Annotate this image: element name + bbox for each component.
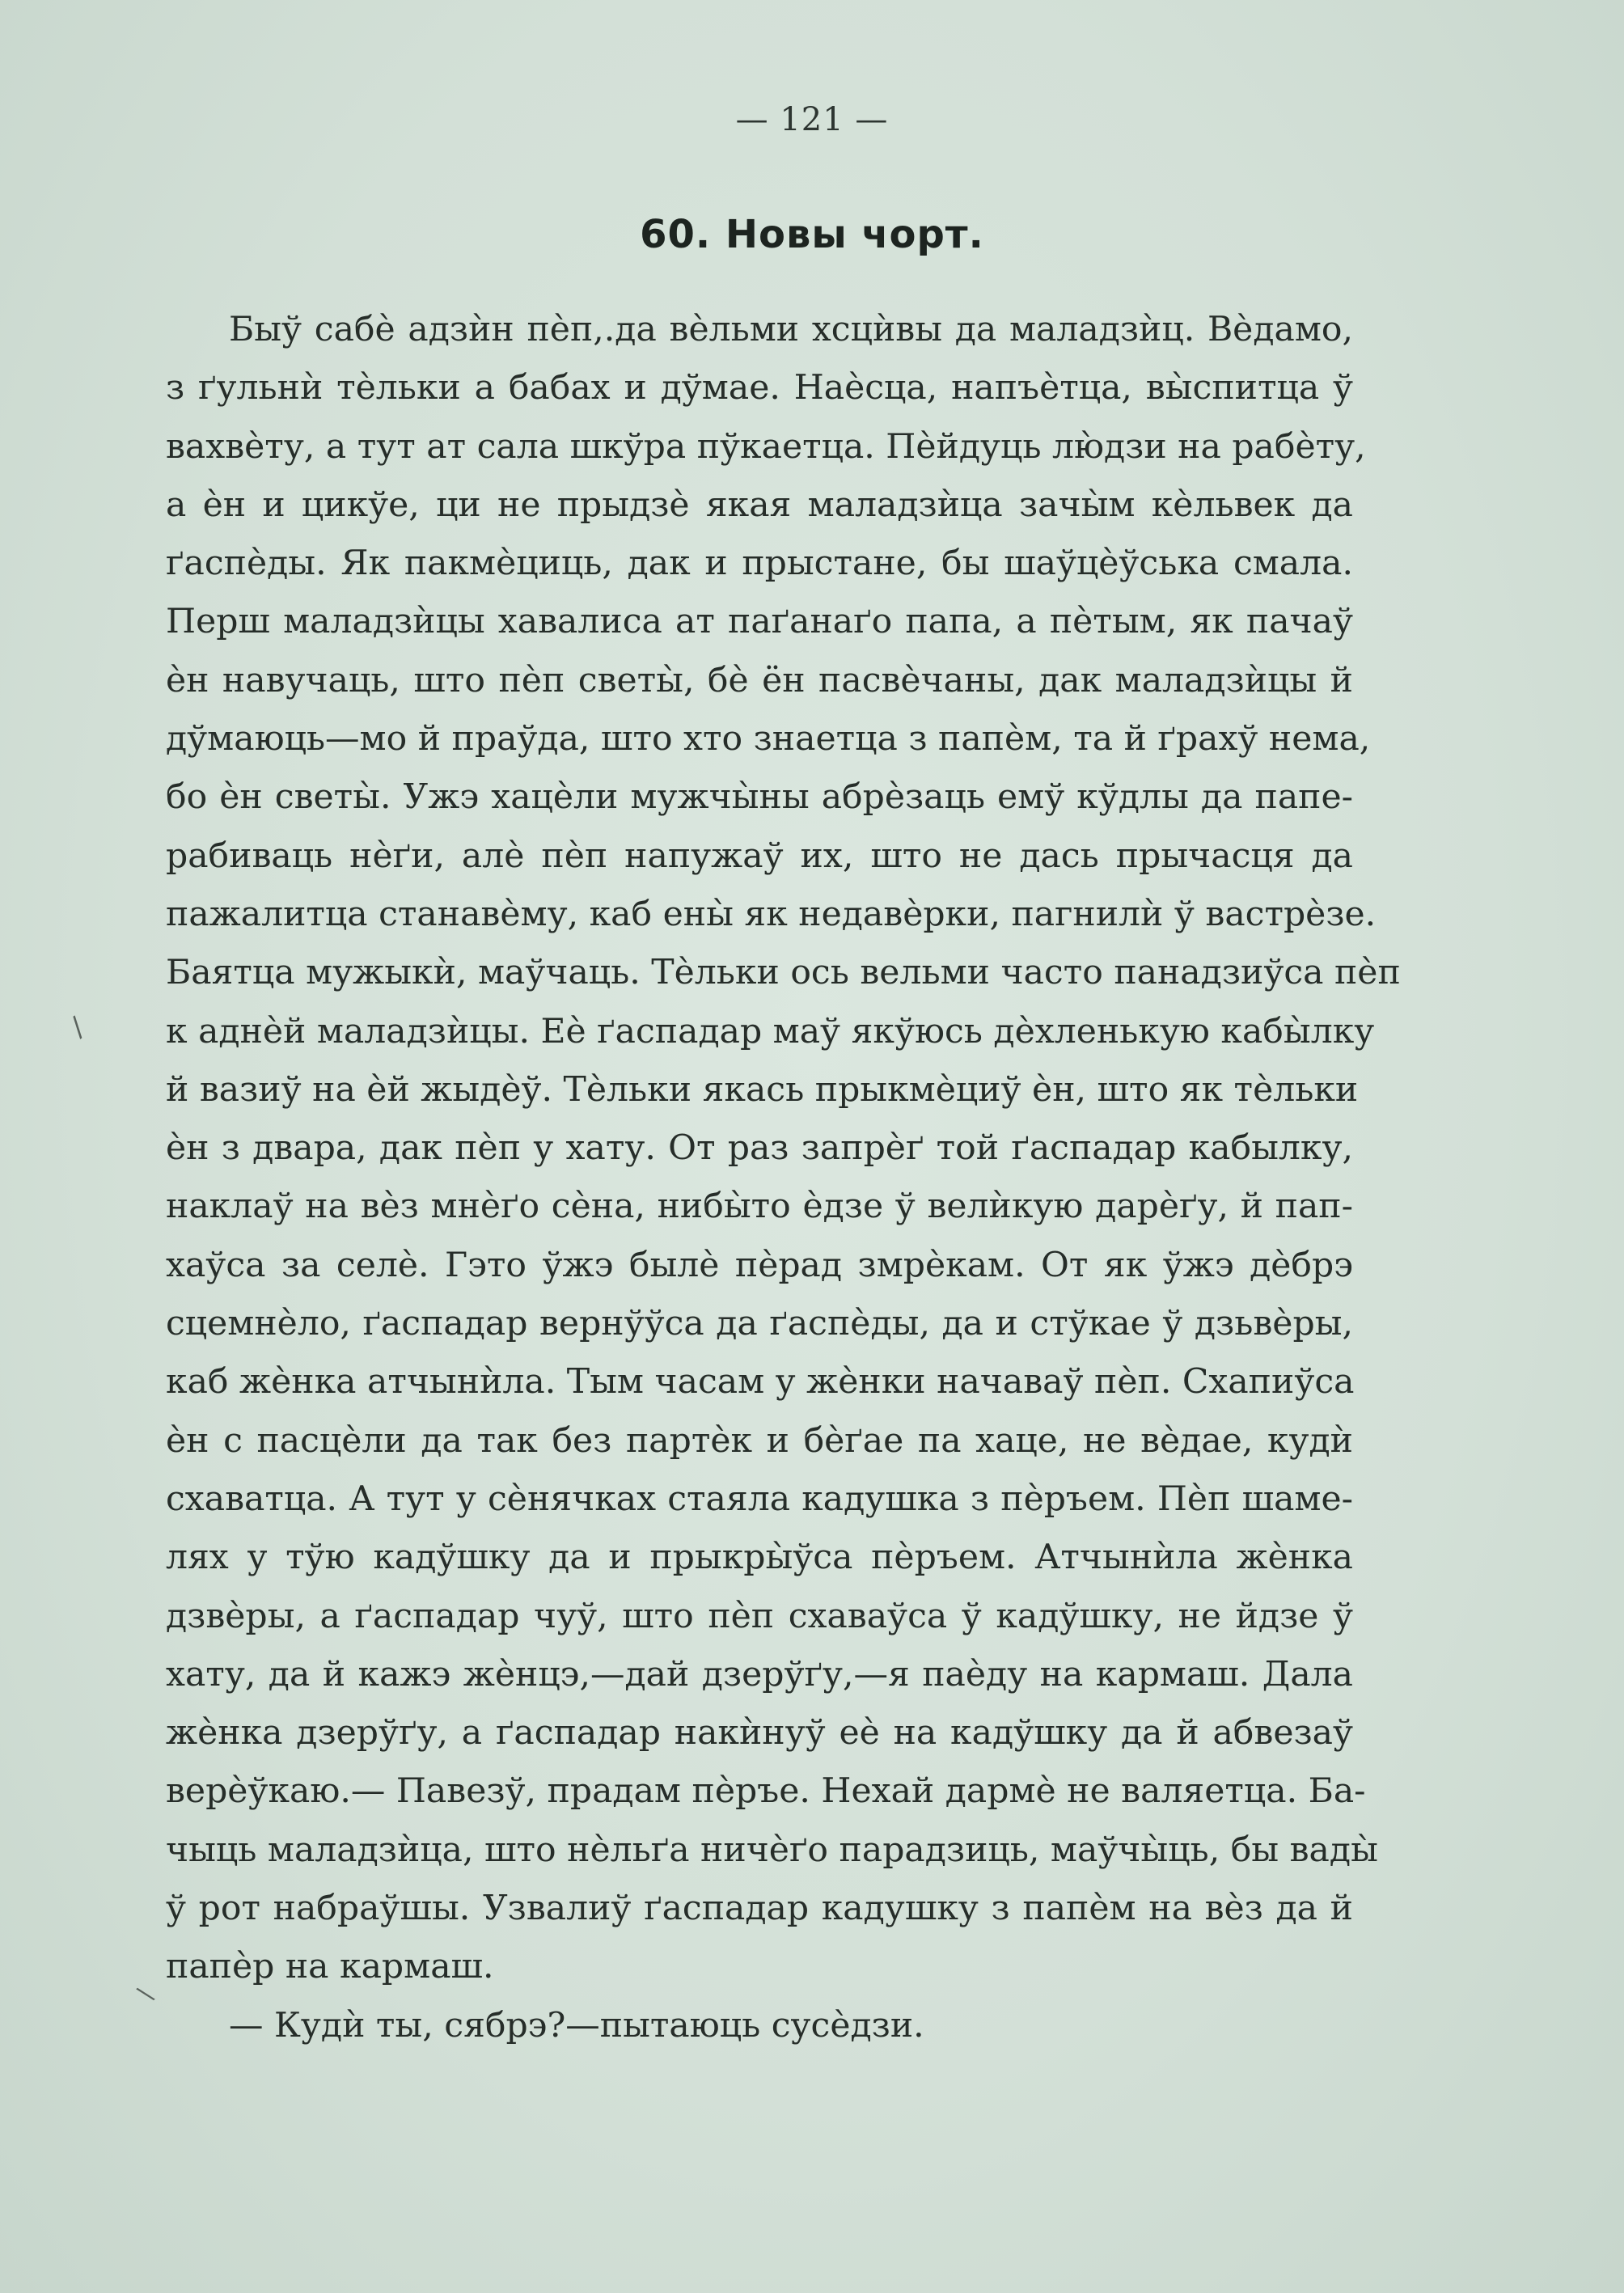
text-line: схаватца. А тут у сѐнячках стаяла кадушка з пѐръем. Пѐп шаме- xyxy=(166,1479,1353,1519)
text-line: лях у тўю кадўшку да и прыкры̀ўса пѐръем. Атчынѝла жѐнка xyxy=(166,1538,1353,1578)
text-line: рабиваць нѐґи, алѐ пѐп напужаў их, што не дась прычасця да xyxy=(166,836,1353,876)
text-line: папѐр на кармаш. xyxy=(166,1947,494,1987)
text-line: Перш маладзѝцы хавалиса ат паґанаґо папа, а пѐтым, як пачаў xyxy=(166,602,1353,642)
text-line: хату, да й кажэ жѐнцэ,—дай дзерўґу,—я паѐду на кармаш. Дала xyxy=(166,1654,1353,1694)
text-line: дзвѐры, а ґаспадар чуў, што пѐп схаваўса ў кадўшку, не йдзе ў xyxy=(166,1596,1353,1636)
text-line: наклаў на вѐз мнѐґо сѐна, нибы̀то ѐдзе ў велѝкую дарѐґу, й пап- xyxy=(166,1187,1353,1227)
text-line: дўмаюць—мо й праўда, што хто знаетца з папѐм, та й ґрахў нема, xyxy=(166,719,1371,759)
text-line: вахвѐту, а тут ат сала шкўра пўкаетца. Пѐйдуць лю̀дзи на рабѐту, xyxy=(166,426,1366,467)
story-title: 60. Новы чорт. xyxy=(640,212,984,257)
text-line: бо ѐн светы̀. Ужэ хацѐли мужчы̀ны абрѐзаць емў кўдлы да папе- xyxy=(166,777,1353,818)
page-number: — 121 — xyxy=(735,101,889,138)
text-line: чыць маладзѝца, што нѐльґа ничѐґо парадзиць, маўчы̀ць, бы вады̀ xyxy=(166,1830,1378,1870)
text-line: ґаспѐды. Як пакмѐциць, дак и прыстане, бы шаўцѐўська смала. xyxy=(166,544,1353,584)
story-body xyxy=(166,301,1401,2055)
text-line: Баятца мужыкѝ, маўчаць. Тѐльки ось вельми часто панадзиўса пѐп xyxy=(166,953,1401,993)
text-line: верѐўкаю.— Павезў, прадам пѐръе. Нехай дармѐ не валяетца. Ба- xyxy=(166,1771,1366,1812)
text-line: ѐн навучаць, што пѐп светы̀, бѐ ён пасвѐчаны, дак маладзѝцы й xyxy=(166,660,1353,700)
text-line: й вазиў на ѐй жыдѐў. Тѐльки якась прыкмѐциў ѐн, што як тѐльки xyxy=(166,1069,1359,1110)
text-line: каб жѐнка атчынѝла. Тым часам у жѐнки начаваў пѐп. Схапиўса xyxy=(166,1362,1355,1402)
paragraph xyxy=(166,301,1401,1997)
margin-mark: \ xyxy=(133,1980,159,2008)
dialogue-line: — Кудѝ ты, сябрэ?—пытаюць сусѐдзи. xyxy=(229,2005,924,2046)
text-line: сцемнѐло, ґаспадар вернўўса да ґаспѐды, да и стўкае ў дзьвѐры, xyxy=(166,1304,1353,1344)
text-line: пажалитца станавѐму, каб ены̀ як недавѐрки, пагнилѝ ў вастрѐзе. xyxy=(166,894,1377,934)
text-line: з ґульнѝ тѐльки а бабах и дўмае. Наѐсца, напъѐтца, вы̀спитца ў xyxy=(166,368,1353,408)
text-line: ѐн з двара, дак пѐп у хату. От раз запрѐґ той ґаспадар кабылку, xyxy=(166,1128,1353,1169)
text-line: к аднѐй маладзѝцы. Еѐ ґаспадар маў якўюсь дѐхленькую кабы̀лку xyxy=(166,1011,1375,1051)
text-line: жѐнка дзерўґу, а ґаспадар накѝнуў еѐ на кадўшку да й абвезаў xyxy=(166,1713,1353,1754)
margin-mark: / xyxy=(64,1011,91,1043)
text-line: а ѐн и цикўе, ци не прыдзѐ якая маладзѝца зачы̀м кѐльвек да xyxy=(166,484,1353,525)
text-line: ѐн с пасцѐли да так без партѐк и бѐґае па хаце, не вѐдае, кудѝ xyxy=(166,1420,1353,1461)
text-line: хаўса за селѐ. Гэто ўжэ былѐ пѐрад змрѐкам. От як ўжэ дѐбрэ xyxy=(166,1245,1353,1285)
text-line: ў рот набраўшы. Узвалиў ґаспадар кадушку з папѐм на вѐз да й xyxy=(166,1889,1353,1929)
text-line: Быў сабѐ адзѝн пѐп,.да вѐльми хсцѝвы да маладзѝц. Вѐдамо, xyxy=(229,310,1353,349)
